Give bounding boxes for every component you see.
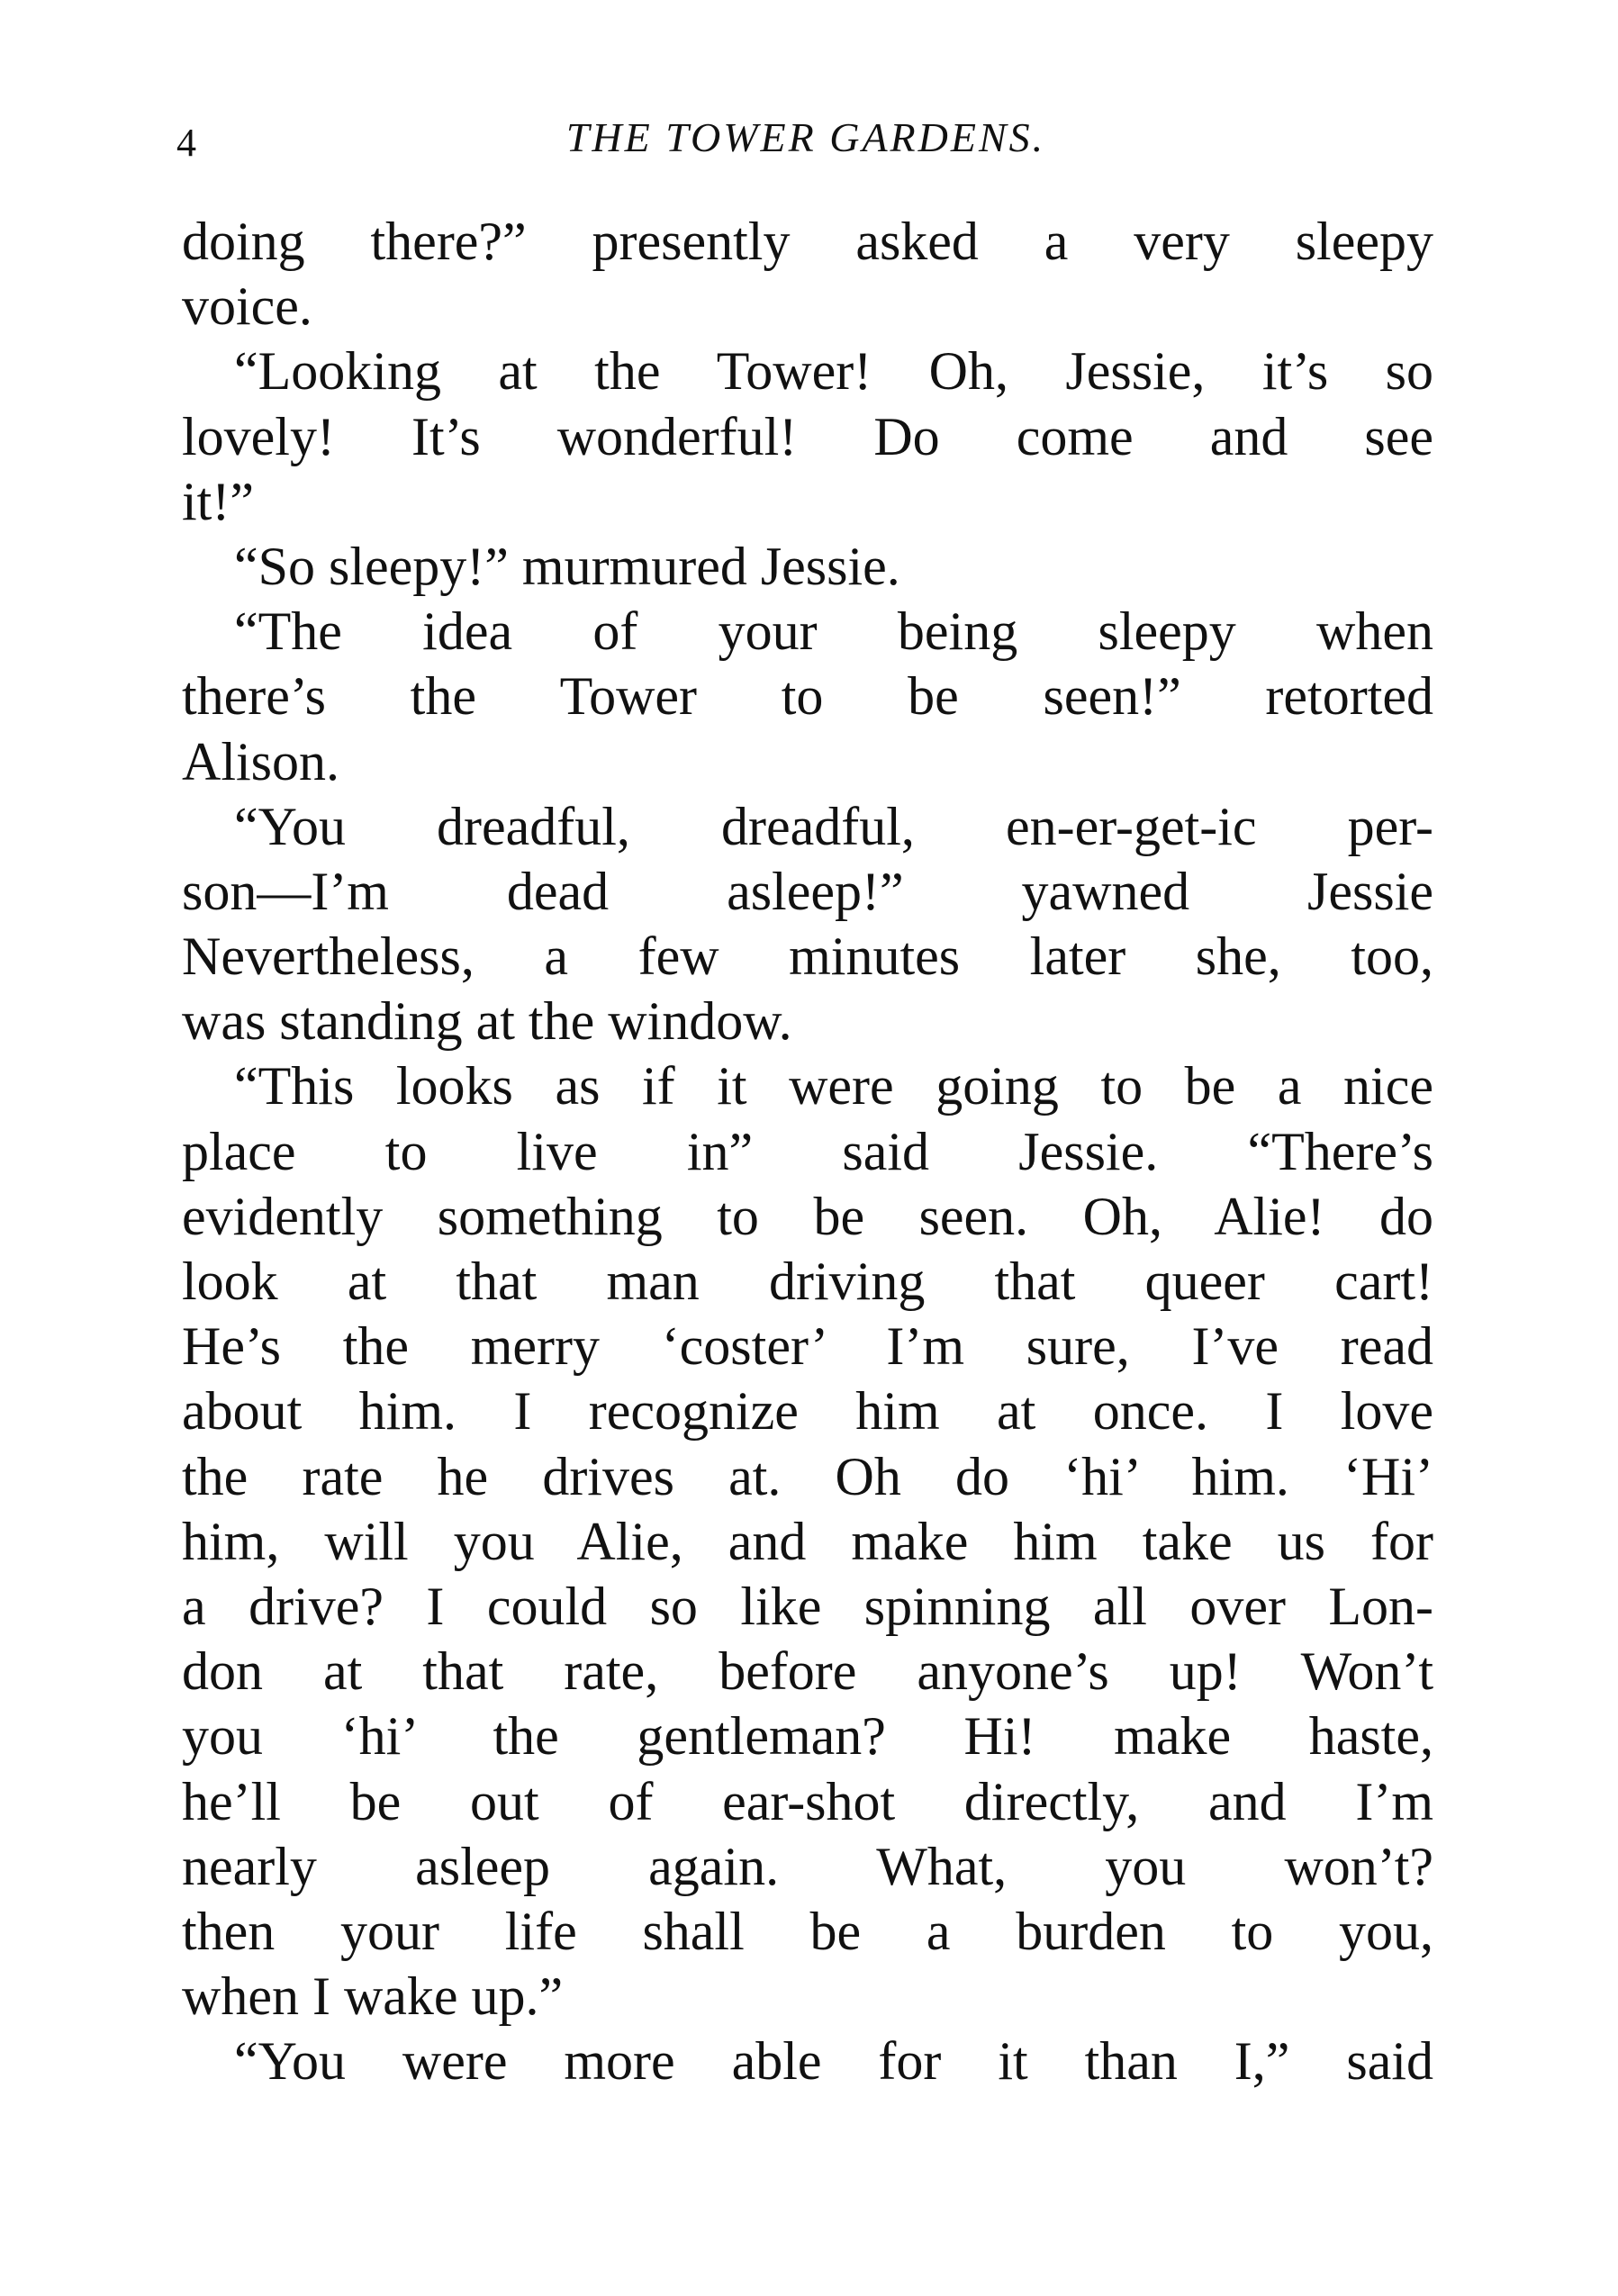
- text-line: “This looks as if it were going to be a nice: [234, 1056, 1433, 1116]
- text-line: don at that rate, before anyone’s up! Won’t: [182, 1641, 1433, 1702]
- text-line: “The idea of your being sleepy when: [234, 601, 1433, 662]
- text-line: Alison.: [182, 731, 340, 791]
- text-line: Nevertheless, a few minutes later she, too,: [182, 927, 1433, 987]
- text-line: you ‘hi’ the gentleman? Hi! make haste,: [182, 1706, 1433, 1767]
- text-line: “You were more able for it than I,” said: [234, 2031, 1433, 2092]
- running-title: THE TOWER GARDENS.: [565, 114, 1046, 160]
- text-line: there’s the Tower to be seen!” retorted: [182, 666, 1433, 727]
- text-line: he’ll be out of ear-shot directly, and I’m: [182, 1771, 1433, 1831]
- text-line: when I wake up.”: [182, 1966, 564, 2027]
- page-header: [171, 106, 1441, 178]
- body-text: [182, 209, 1433, 2093]
- text-line: it!”: [182, 471, 254, 531]
- text-line: He’s the merry ‘coster’ I’m sure, I’ve read: [182, 1316, 1433, 1377]
- text-line: doing there?” presently asked a very sleepy: [182, 212, 1433, 271]
- page-number: 4: [176, 121, 196, 165]
- text-line: “So sleepy!” murmured Jessie.: [234, 536, 900, 596]
- text-line: look at that man driving that queer cart!: [182, 1252, 1433, 1311]
- text-line: nearly asleep again. What, you won’t?: [182, 1836, 1433, 1896]
- text-line: “You dreadful, dreadful, en-er-get-ic per-: [234, 796, 1433, 856]
- text-line: “Looking at the Tower! Oh, Jessie, it’s so: [234, 341, 1433, 402]
- text-line: was standing at the window.: [182, 991, 792, 1052]
- text-line: voice.: [182, 276, 312, 337]
- text-line: him, will you Alie, and make him take us for: [182, 1511, 1433, 1571]
- text-line: then your life shall be a burden to you,: [182, 1901, 1433, 1961]
- text-line: son—I’m dead asleep!” yawned Jessie: [182, 861, 1433, 921]
- text-line: lovely! It’s wonderful! Do come and see: [182, 406, 1433, 466]
- text-line: place to live in” said Jessie. “There’s: [182, 1121, 1433, 1181]
- text-line: the rate he drives at. Oh do ‘hi’ him. ‘Hi’: [182, 1446, 1433, 1506]
- text-line: about him. I recognize him at once. I love: [182, 1381, 1433, 1442]
- text-line: a drive? I could so like spinning all over Lon-: [182, 1576, 1433, 1636]
- text-line: evidently something to be seen. Oh, Alie! do: [182, 1186, 1433, 1246]
